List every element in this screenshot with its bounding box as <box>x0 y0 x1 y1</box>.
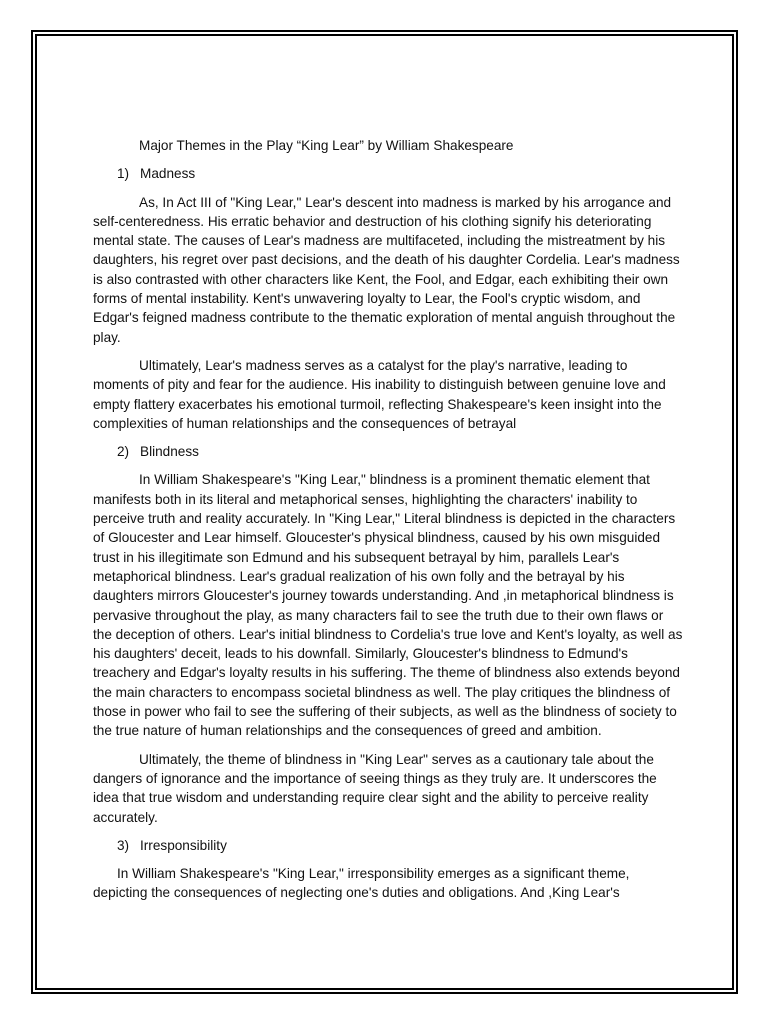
section-heading-label: Blindness <box>140 444 199 460</box>
section-heading-madness <box>93 164 683 183</box>
paragraph: As, In Act III of "King Lear," Lear's descent into madness is marked by his arrogance and self-centeredness. His erratic behavior and destruction of his clothing signify his deteriorating mental state. The causes of Lear's madness are multifaceted, including the mistreatment by his daughters, his regret over past decisions, and the death of his daughter Cordelia. Lear's madness is also contrasted with other characters like Kent, the Fool, and Edgar, each exhibiting their own forms of mental instability. Kent's unwavering loyalty to Lear, the Fool's cryptic wisdom, and Edgar's feigned madness contribute to the thematic exploration of mental anguish throughout the play. <box>93 194 680 345</box>
paragraph: Ultimately, the theme of blindness in "King Lear" serves as a cautionary tale about the dangers of ignorance and the importance of seeing things as they truly are. It underscores the idea that true wisdom and understanding require clear sight and the ability to perceive reality accurately. <box>93 751 657 825</box>
section-heading-label: Irresponsibility <box>140 837 227 853</box>
section-number: 1) <box>117 166 130 182</box>
section-number: 2) <box>117 444 130 460</box>
section-heading-irresponsibility <box>93 836 683 855</box>
paragraph: In William Shakespeare's "King Lear," blindness is a prominent thematic element that manifests both in its literal and metaphorical senses, highlighting the characters' inability to perceive truth and reality accurately. In "King Lear," Literal blindness is depicted in the characters of Gloucester and Lear himself. Gloucester's physical blindness, caused by his own misguided trust in his illegitimate son Edmund and his subsequent betrayal by him, parallels Lear's metaphorical blindness. Lear's gradual realization of his own folly and the betrayal by his daughters mirrors Gloucester's journey towards understanding. And ,in metaphorical blindness is pervasive throughout the play, as many characters fail to see the truth due to their own flaws or the deception of others. Lear's initial blindness to Cordelia's true love and Kent's loyalty, as well as his daughters' deceit, leads to his downfall. Similarly, Gloucester's blindness to Edmund's treachery and Edgar's loyalty results in his suffering. The theme of blindness also extends beyond the main characters to encompass societal blindness as well. The play critiques the blindness of those in power who fail to see the suffering of their subjects, as well as the blindness of society to the true nature of human relationships and the consequences of greed and ambition. <box>93 472 683 739</box>
document-body <box>93 136 683 912</box>
document-title: Major Themes in the Play “King Lear” by William Shakespeare <box>139 138 514 153</box>
paragraph: Ultimately, Lear's madness serves as a catalyst for the play's narrative, leading to moments of pity and fear for the audience. His inability to distinguish between genuine love and empty flattery exacerbates his emotional turmoil, reflecting Shakespeare's keen insight into the complexities of human relationships and the consequences of betrayal <box>93 357 666 431</box>
section-heading-label: Madness <box>140 166 196 182</box>
section-heading-blindness <box>93 442 683 461</box>
section-number: 3) <box>117 837 130 853</box>
paragraph: In William Shakespeare's "King Lear," irresponsibility emerges as a significant theme, depicting the consequences of neglecting one's duties and obligations. And ,King Lear's <box>93 866 630 901</box>
